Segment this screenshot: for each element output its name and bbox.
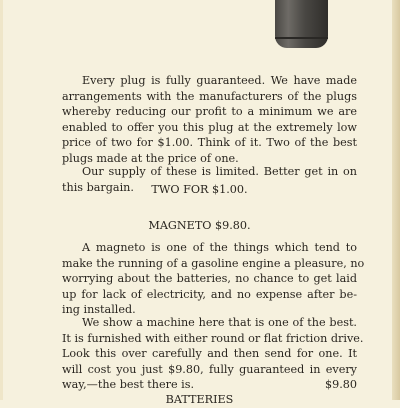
text-line: Look this over carefully and then send for one. It: [62, 347, 357, 361]
page-left-edge: [0, 0, 3, 400]
magneto-paragraph: [42, 240, 365, 318]
text-line: make the running of a gasoline engine a pleasure, no: [62, 256, 365, 270]
text-line: will cost you just $9.80, fully guaranteed in every: [62, 362, 357, 376]
guarantee-paragraph: [42, 73, 357, 167]
price-row: [42, 377, 357, 393]
price-text: $9.80: [324, 378, 357, 392]
spark-plug-band: [275, 37, 328, 39]
batteries-heading-text: BATTERIES: [165, 393, 234, 406]
text-line: arrangements with the manufacturers of the plugs: [62, 89, 357, 103]
text-line: ing installed.: [62, 303, 136, 317]
magneto-heading: [42, 218, 357, 234]
machine-paragraph: [42, 315, 364, 393]
offer-line: [42, 182, 357, 198]
text-line: It is furnished with either round or flat friction drive.: [62, 331, 364, 345]
offer-text: TWO FOR $1.00.: [151, 183, 248, 196]
text-line: Our supply of these is limited. Better get in on: [82, 165, 357, 178]
text-line: worrying about the batteries, no chance to get laid: [62, 272, 357, 286]
text-line: price of two for $1.00. Think of it. Two of the best: [62, 136, 357, 150]
text-line: plugs made at the price of one.: [62, 151, 239, 165]
spark-plug-image: [275, 0, 328, 48]
text-line: We show a machine here that is one of the best.: [82, 316, 357, 329]
text-line: way,—the best there is.: [62, 378, 194, 392]
text-line: whereby reducing our profit to a minimum we are: [62, 105, 357, 119]
page-right-edge: [392, 0, 400, 400]
text-line: Every plug is fully guaranteed. We have made: [82, 74, 357, 87]
text-line: this bargain.: [62, 180, 134, 194]
text-line: A magneto is one of the things which tend to: [82, 241, 357, 254]
text-line: enabled to offer you this plug at the extremely low: [62, 120, 357, 134]
text-line: up for lack of electricity, and no expense after be-: [62, 287, 357, 301]
magneto-heading-text: MAGNETO $9.80.: [148, 219, 251, 232]
